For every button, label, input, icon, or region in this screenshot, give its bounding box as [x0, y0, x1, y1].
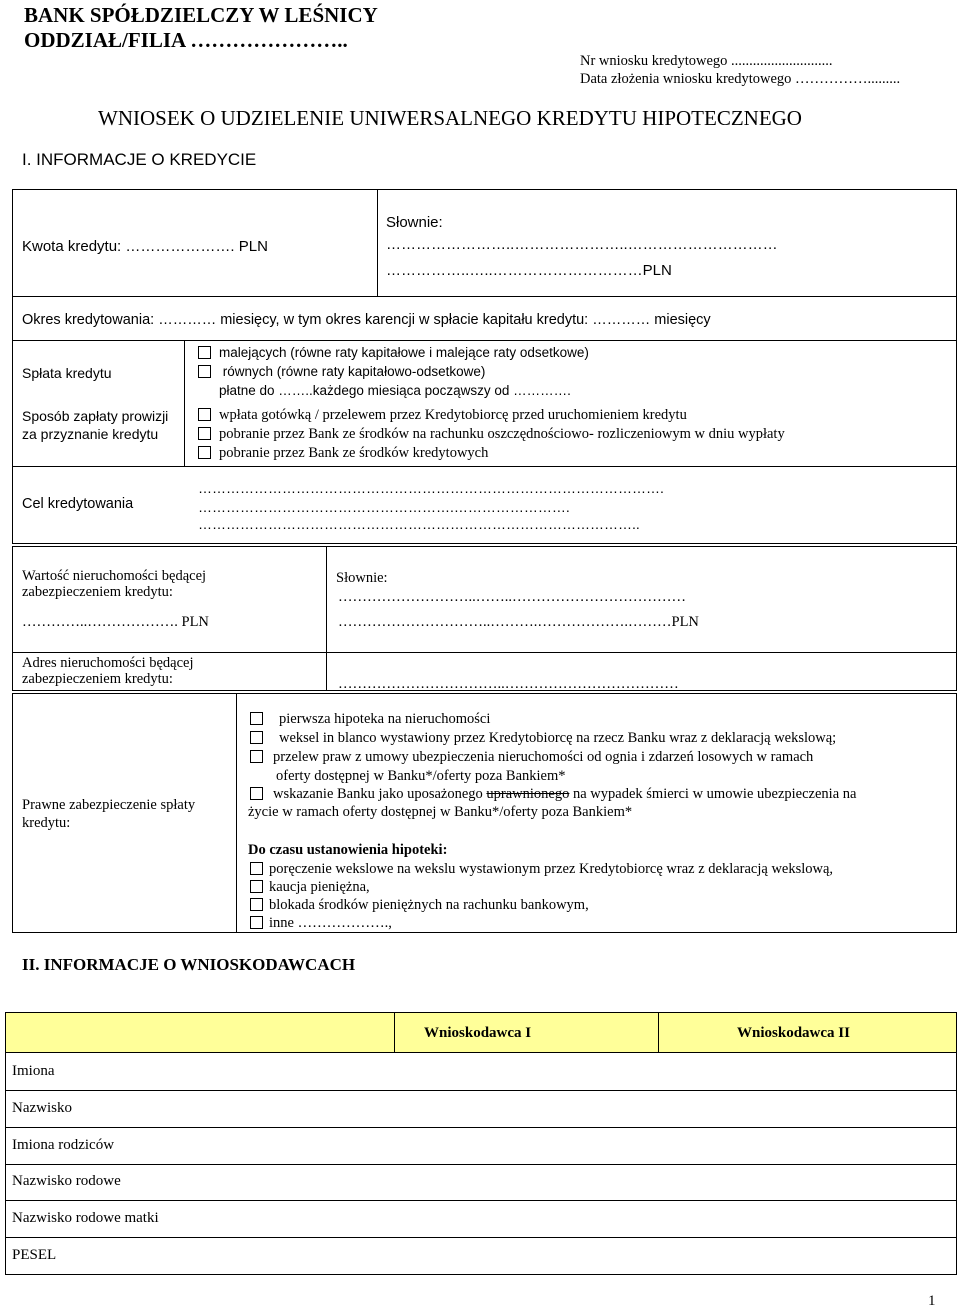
interim-heading: Do czasu ustanowienia hipoteki: [248, 842, 448, 858]
purpose-label: Cel kredytowania [22, 496, 134, 512]
security-first-mortgage[interactable]: pierwsza hipoteka na nieruchomości [250, 711, 490, 728]
checkbox-icon[interactable] [250, 916, 263, 929]
payable-text[interactable]: płatne do ……..każdego miesiąca począwszy od …………. [219, 383, 571, 398]
security-label: Prawne zabezpieczenie spłaty kredytu: [22, 797, 196, 831]
commission-option-account[interactable]: pobranie przez Bank ze środków na rachunku oszczędnościowo- rozliczeniowym w dniu wypłaty [198, 426, 785, 443]
branch-line: ODDZIAŁ/FILIA ………………….. [24, 28, 348, 52]
checkbox-icon[interactable] [250, 880, 263, 893]
address-label: Adres nieruchomości będącej zabezpieczeniem kredytu: [22, 655, 194, 687]
interim-blockade[interactable]: blokada środków pieniężnych na rachunku bankowym, [250, 897, 589, 914]
security-blank-bill[interactable]: weksel in blanco wystawiony przez Kredytobiorcę na rzecz Banku wraz z deklaracją wekslową; [250, 730, 836, 747]
checkbox-icon[interactable] [250, 712, 263, 725]
checkbox-icon[interactable] [198, 427, 211, 440]
address-value[interactable]: ……………………………..……………………………… [338, 676, 679, 692]
column-applicant-1: Wnioskodawca I [424, 1025, 532, 1041]
property-value-amount[interactable]: …………..………………. PLN [22, 614, 209, 630]
row-parents-names: Imiona rodziców [12, 1137, 115, 1153]
row-pesel: PESEL [12, 1247, 57, 1263]
interim-deposit[interactable]: kaucja pieniężna, [250, 879, 370, 896]
words-line-1[interactable]: ……………………..…………………..………………………… [386, 236, 778, 253]
repayment-option-decreasing[interactable]: malejących (równe raty kapitałowe i malejące raty odsetkowe) [198, 345, 589, 360]
interim-other[interactable]: inne ………………., [250, 915, 392, 932]
row-family-name: Nazwisko rodowe [12, 1173, 121, 1189]
property-value-label: Wartość nieruchomości będącej zabezpieczeniem kredytu: [22, 568, 207, 600]
amount-label: Kwota kredytu: …………………. PLN [22, 238, 268, 255]
credit-period[interactable]: Okres kredytowania: ………… miesięcy, w tym okres karencji w spłacie kapitału kredytu: ………… miesięcy [22, 312, 711, 328]
application-number: Nr wniosku kredytowego ............................ [580, 53, 833, 69]
row-first-names: Imiona [12, 1063, 55, 1079]
struck-word: uprawnionego [486, 786, 570, 802]
security-beneficiary[interactable]: wskazanie Banku jako uposażonego uprawnionego na wypadek śmierci w umowie ubezpieczenia na [250, 786, 856, 803]
page-title: WNIOSEK O UDZIELENIE UNIWERSALNEGO KREDYTU HIPOTECZNEGO [98, 106, 802, 130]
checkbox-icon[interactable] [198, 446, 211, 459]
application-date: Data złożenia wniosku kredytowego ……………......... [580, 71, 901, 87]
commission-option-credit[interactable]: pobranie przez Bank ze środków kredytowych [198, 445, 488, 462]
row-mother-family-name: Nazwisko rodowe matki [12, 1210, 159, 1226]
commission-option-cash[interactable]: wpłata gotówką / przelewem przez Kredytobiorcę przed uruchomieniem kredytu [198, 407, 687, 424]
checkbox-icon[interactable] [198, 408, 211, 421]
section1-heading: I. INFORMACJE O KREDYCIE [22, 150, 257, 169]
words-label: Słownie: [386, 214, 443, 231]
checkbox-icon[interactable] [250, 898, 263, 911]
repayment-label: Spłata kredytu [22, 365, 112, 381]
section2-heading: II. INFORMACJE O WNIOSKODAWCACH [22, 955, 356, 974]
security-beneficiary-cont: życie w ramach oferty dostępnej w Banku*/oferty poza Bankiem* [248, 804, 633, 820]
property-words-label: Słownie: [336, 570, 388, 586]
words-line-2[interactable]: ……………..…..…………………………PLN [386, 262, 672, 279]
property-words-line-1[interactable]: ………………………..……..……………………………… [338, 589, 686, 605]
purpose-line-2[interactable]: ……………………………………………….……………………. [198, 499, 570, 515]
purpose-line-1[interactable]: ………………………………………………………………………………………. [198, 480, 664, 496]
property-words-line-2[interactable]: …………………………..……….……………….………PLN [338, 614, 699, 630]
commission-label: Sposób zapłaty prowizji za przyznanie kredytu [22, 408, 169, 442]
interim-guarantee[interactable]: poręczenie wekslowe na wekslu wystawionym przez Kredytobiorcę wraz z deklaracją wekslową, [250, 861, 833, 878]
checkbox-icon[interactable] [250, 787, 263, 800]
checkbox-icon[interactable] [250, 862, 263, 875]
page-number: 1 [928, 1293, 936, 1309]
checkbox-icon[interactable] [198, 346, 211, 359]
column-applicant-2: Wnioskodawca II [737, 1025, 850, 1041]
row-surname: Nazwisko [12, 1100, 72, 1116]
security-insurance-assignment[interactable]: przelew praw z umowy ubezpieczenia nieruchomości od ognia i zdarzeń losowych w ramach [250, 749, 813, 766]
security-insurance-cont: oferty dostępnej w Banku*/oferty poza Bankiem* [276, 768, 566, 784]
checkbox-icon[interactable] [250, 750, 263, 763]
checkbox-icon[interactable] [198, 365, 211, 378]
bank-name: BANK SPÓŁDZIELCZY W LEŚNICY [24, 3, 378, 27]
checkbox-icon[interactable] [250, 731, 263, 744]
repayment-option-equal[interactable]: równych (równe raty kapitałowo-odsetkowe) [198, 364, 485, 379]
purpose-line-3[interactable]: ………………………………………………………………………………….. [198, 516, 640, 532]
